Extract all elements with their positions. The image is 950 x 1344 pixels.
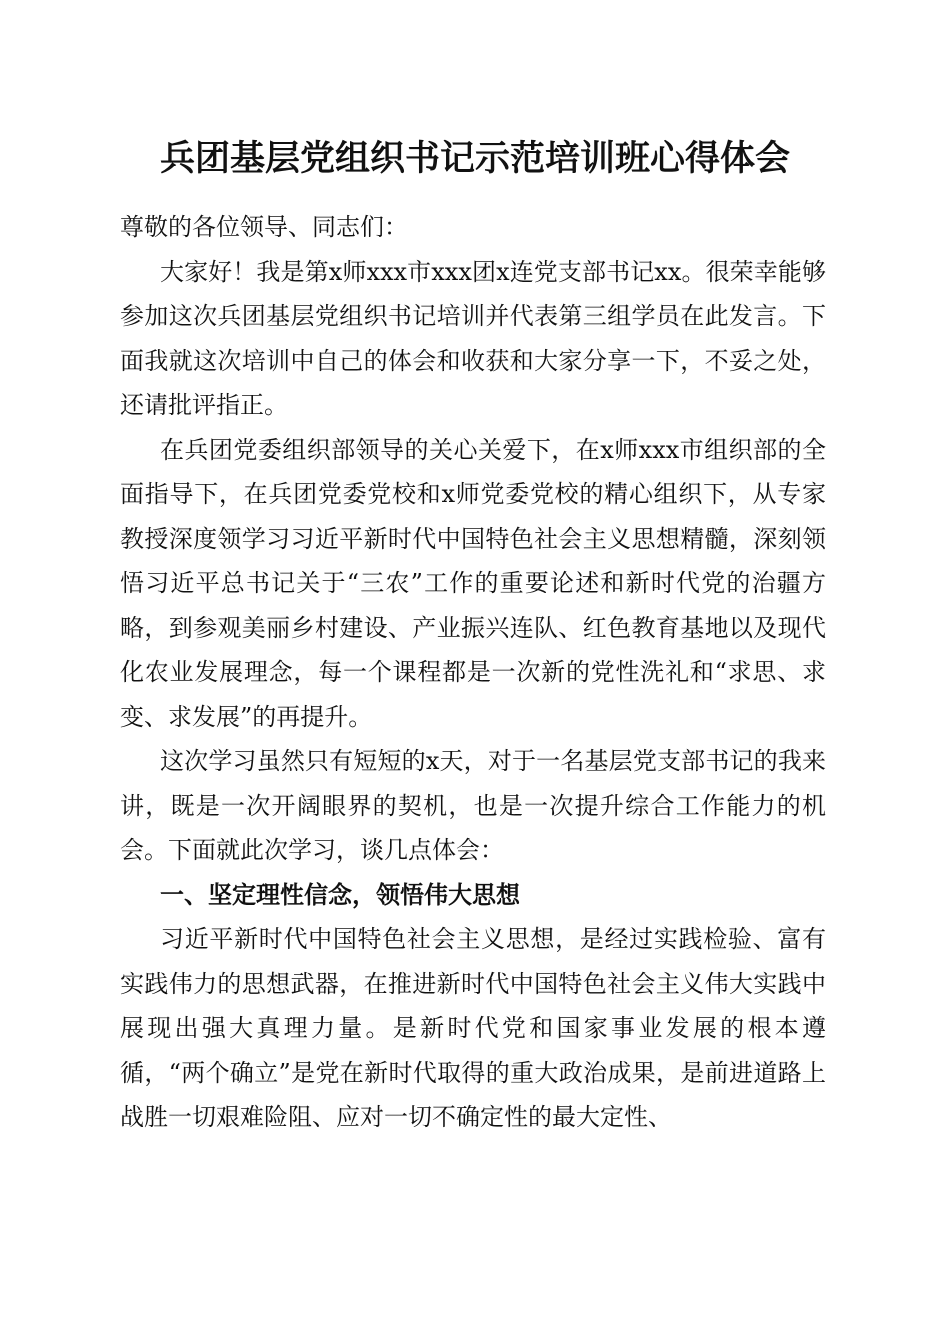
section-paragraph: 习近平新时代中国特色社会主义思想，是经过实践检验、富有实践伟力的思想武器，在推进新时代中国特色社会主义伟大实践中展现出强大真理力量。是新时代党和国家事业发展的根本遵循，“两个确立”是党在新时代取得的重大政治成果，是前进道路上战胜一切艰难险阻、应对一切不确定性的最大定性、 <box>120 925 826 1131</box>
paragraph-intro: 大家好！我是第x师xxx市xxx团x连党支部书记xx。很荣幸能够参加这次兵团基层党组织书记培训并代表第三组学员在此发言。下面我就这次培训中自己的体会和收获和大家分享一下，不妥之处，还请批评指正。 <box>120 257 826 419</box>
salutation: 尊敬的各位领导、同志们： <box>120 213 408 241</box>
section-heading: 一、坚定理性信念，领悟伟大思想 <box>160 880 520 909</box>
paragraph-reflection: 这次学习虽然只有短短的x天，对于一名基层党支部书记的我来讲，既是一次开阔眼界的契机，也是一次提升综合工作能力的机会。下面就此次学习，谈几点体会： <box>120 747 826 864</box>
document-body <box>120 205 826 1140</box>
paragraph-training: 在兵团党委组织部领导的关心关爱下，在x师xxx市组织部的全面指导下，在兵团党委党校和x师党委党校的精心组织下，从专家教授深度领学习习近平新时代中国特色社会主义思想精髓，深刻领悟习近平总书记关于“三农”工作的重要论述和新时代党的治疆方略，到参观美丽乡村建设、产业振兴连队、红色教育基地以及现代化农业发展理念，每一个课程都是一次新的党性洗礼和“求思、求变、求发展”的再提升。 <box>120 435 826 731</box>
document-title: 兵团基层党组织书记示范培训班心得体会 <box>159 138 790 179</box>
